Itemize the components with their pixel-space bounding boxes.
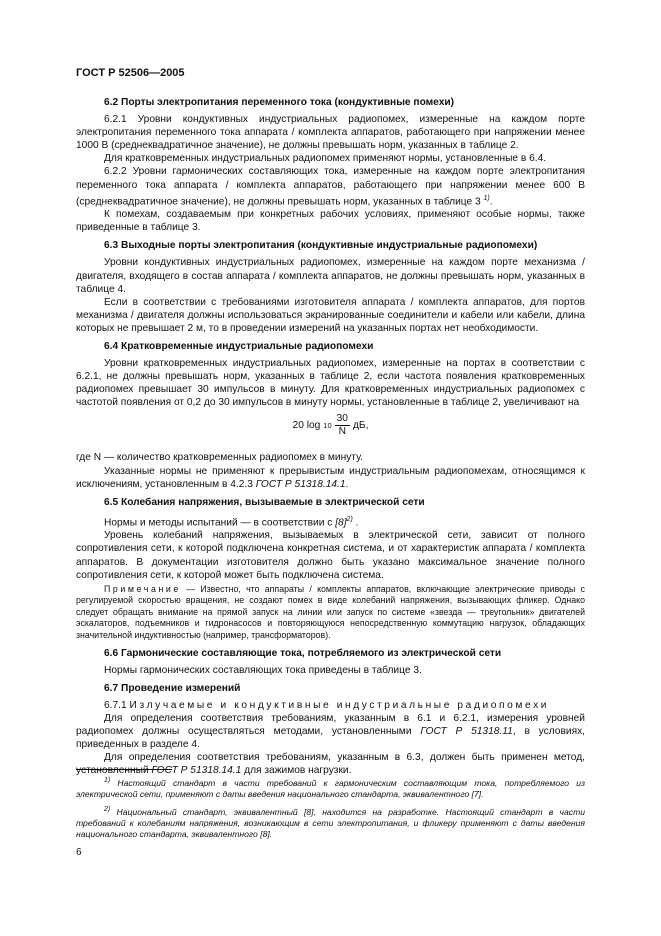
paragraph-6-5-1-end: . [355, 517, 359, 529]
section-6-4-heading: 6.4 Кратковременные индустриальные радиопомехи [104, 340, 374, 352]
footnote-divider [76, 769, 172, 770]
formula-unit: дБ, [352, 420, 369, 432]
formula [76, 413, 585, 447]
paragraph-6-3-2: Если в соответствии с требованиями изготовителя аппарата / комплекта аппаратов, для портов механизма / двигателя должны использоваться экранированные соединители и кабели или кабели, длина которых не превышает 2 м, то в проведении измерений на указанных портах нет необходимости. [76, 296, 585, 334]
note-text: — Известно, что аппараты / комплекты аппаратов, включающие электрические приводы с регулируемой скоростью вращения, не создают помех в виде колебаний напряжения, вызывающих фликер. Однако следует обращать внимание на прямой запуск на линии или запуск по системе «звезда — треугольник» двигателей эскалаторов, подъемников и гидронасосов и повторяющуюся непосредственную коммутацию нагрузок, обладающих значительной индуктивностью (например, трансформаторов). [76, 583, 585, 641]
footnote-ref-1[interactable]: 1) [483, 194, 490, 202]
gost-ref-51318-14-1-b: ГОСТ Р 51318.14.1 [151, 765, 242, 777]
footnote-mark-2: 2) [104, 805, 111, 813]
section-6-3-heading: 6.3 Выходные порты электропитания (кондуктивные индустриальные радиопомехи) [104, 240, 538, 252]
paragraph-6-7-2-text: Для определения соответствия требованиям, указанным в 6.1 и 6.2.1, измерения уровней радиопомех должны осуществляться методами, установленными [76, 713, 585, 738]
paragraph-6-7-1-number: 6.7.1 [104, 699, 127, 711]
paragraph-6-7-2-end: , в условиях, приведенных в разделе 4. [76, 726, 586, 751]
paragraph-6-2-1-short: Для кратковременных индустриальных радиопомех применяют нормы, установленные в 6.4. [104, 153, 547, 165]
paragraph-6-7-2 [76, 712, 585, 751]
footnote-text-2: Национальный стандарт, эквивалентный [8], находится на разработке. Настоящий стандарт в части требований к колебаниям напряжения, возникающим в сети электропитания, и фликеру применяют с даты введения национального стандарта, эквивалентного [8]. [76, 806, 586, 840]
paragraph-6-7-3-text: Для определения соответствия требованиям, указанным в 6.3, должен быть применен метод, установленный [76, 752, 585, 777]
paragraph-exceptions-end: . [345, 478, 349, 490]
paragraph-exceptions-text: Указанные нормы не применяют к прерывистым индустриальным радиопомехам, относящимся к исключениям, установленным в 4.2.3 [76, 465, 585, 490]
gost-ref-51318-11: ГОСТ Р 51318.11 [420, 726, 513, 738]
paragraph-6-7-3-end: для зажимов нагрузки. [244, 765, 352, 777]
paragraph-6-6-1: Нормы гармонических составляющих тока приведены в таблице 3. [104, 664, 422, 676]
gost-ref-51318-14-1: ГОСТ Р 51318.14.1 [255, 478, 346, 490]
section-6-2-heading: 6.2 Порты электропитания переменного тока (кондуктивные помехи) [104, 97, 455, 108]
main-content [76, 96, 585, 778]
footnote-2 [76, 804, 585, 841]
reference-8: [8] [335, 517, 347, 529]
paragraph-6-5-1-text: Нормы и методы испытаний — в соответствии с [104, 517, 333, 529]
footnote-text-1: Настоящий стандарт в части требований к гармоническим составляющим тока, потребляемого из электрической сети, применяют с даты введения национального стандарта, эквивалентного [7]. [76, 777, 585, 800]
paragraph-6-4-1: Уровни кратковременных индустриальных радиопомех, измеренные на портах в соответствии с 6.2.1, не должны превышать норм, указанных в таблице 2, если частота появления кратковременных радиопомех превышает 30 импульсов в минуту. Для кратковременных индустриальных радиопомех с частотой появления от 0,2 до 30 импульсов в минуту нормы, установленные в таблице 2, увеличивают на [76, 358, 585, 409]
paragraph-special-norms: К помехам, создаваемым при конкретных рабочих условиях, применяют особые нормы, также приведенные в таблице 3. [76, 209, 585, 234]
section-6-5-heading: 6.5 Колебания напряжения, вызываемые в электрической сети [104, 496, 425, 508]
formula-denominator: N [338, 426, 346, 438]
section-6-7-heading: 6.7 Проведение измерений [104, 682, 241, 694]
paragraph-6-3-1: Уровни кондуктивных индустриальных радиопомех, измеренные на каждом порте механизма / двигателя, входящего в состав аппарата / комплекта аппаратов, не должны превышать норм, указанных в таблице 4. [76, 257, 585, 295]
paragraph-6-7-1-title: Излучаемые и кондуктивные индустриальные радиопомехи [129, 699, 550, 711]
footnote-1 [76, 775, 585, 801]
paragraph-6-2-2 [76, 165, 585, 208]
note-label: Примечание [104, 583, 181, 594]
paragraph-6-7-3 [76, 751, 585, 777]
formula-log-base: 10 [323, 421, 332, 431]
footnote-ref-2[interactable]: 2) [346, 515, 353, 523]
paragraph-6-7-1 [76, 699, 585, 712]
paragraph-exceptions [76, 465, 585, 491]
formula-numerator: 30 [336, 413, 348, 425]
paragraph-6-2-2-text: 6.2.2 Уровни гармонических составляющих тока, измеренные на каждом порте электропитания переменного тока аппарата / комплекта аппаратов, работающего при напряжении менее 600 В (среднеквадратичное значение), не должны превышать норм, указанных в таблице 3 [76, 166, 585, 208]
document-header: ГОСТ Р 52506—2005 [76, 67, 185, 79]
paragraph-6-2-2-end: . [489, 196, 493, 208]
note [76, 584, 585, 642]
paragraph-where-n: где N — количество кратковременных радиопомех в минуту. [76, 452, 363, 464]
section-6-6-heading: 6.6 Гармонические составляющие тока, потребляемого из электрической сети [104, 647, 502, 659]
paragraph-6-5-2: Уровень колебаний напряжения, вызываемых в электрической сети, зависит от полного сопротивления сети, к которой подключена конкретная система, и от характеристик аппарата / комплекта аппаратов. В документации изготовителя должно быть указано максимальное значение полного сопротивления сети, к которой может быть подключена система. [76, 530, 585, 581]
paragraph-6-5-1 [76, 513, 585, 529]
page-number: 6 [76, 847, 82, 858]
paragraph-6-2-1: 6.2.1 Уровни кондуктивных индустриальных радиопомех, измеренные на каждом порте электропитания переменного тока аппарата / комплекта аппаратов, работающего при напряжении менее 1000 В (среднеквадратичное значение), не должны превышать норм, указанных в таблице 2. [76, 114, 585, 152]
footnotes [76, 775, 585, 844]
formula-coefficient: 20 log [292, 420, 321, 432]
footnote-mark-1: 1) [104, 777, 111, 784]
formula-fraction [335, 413, 350, 438]
